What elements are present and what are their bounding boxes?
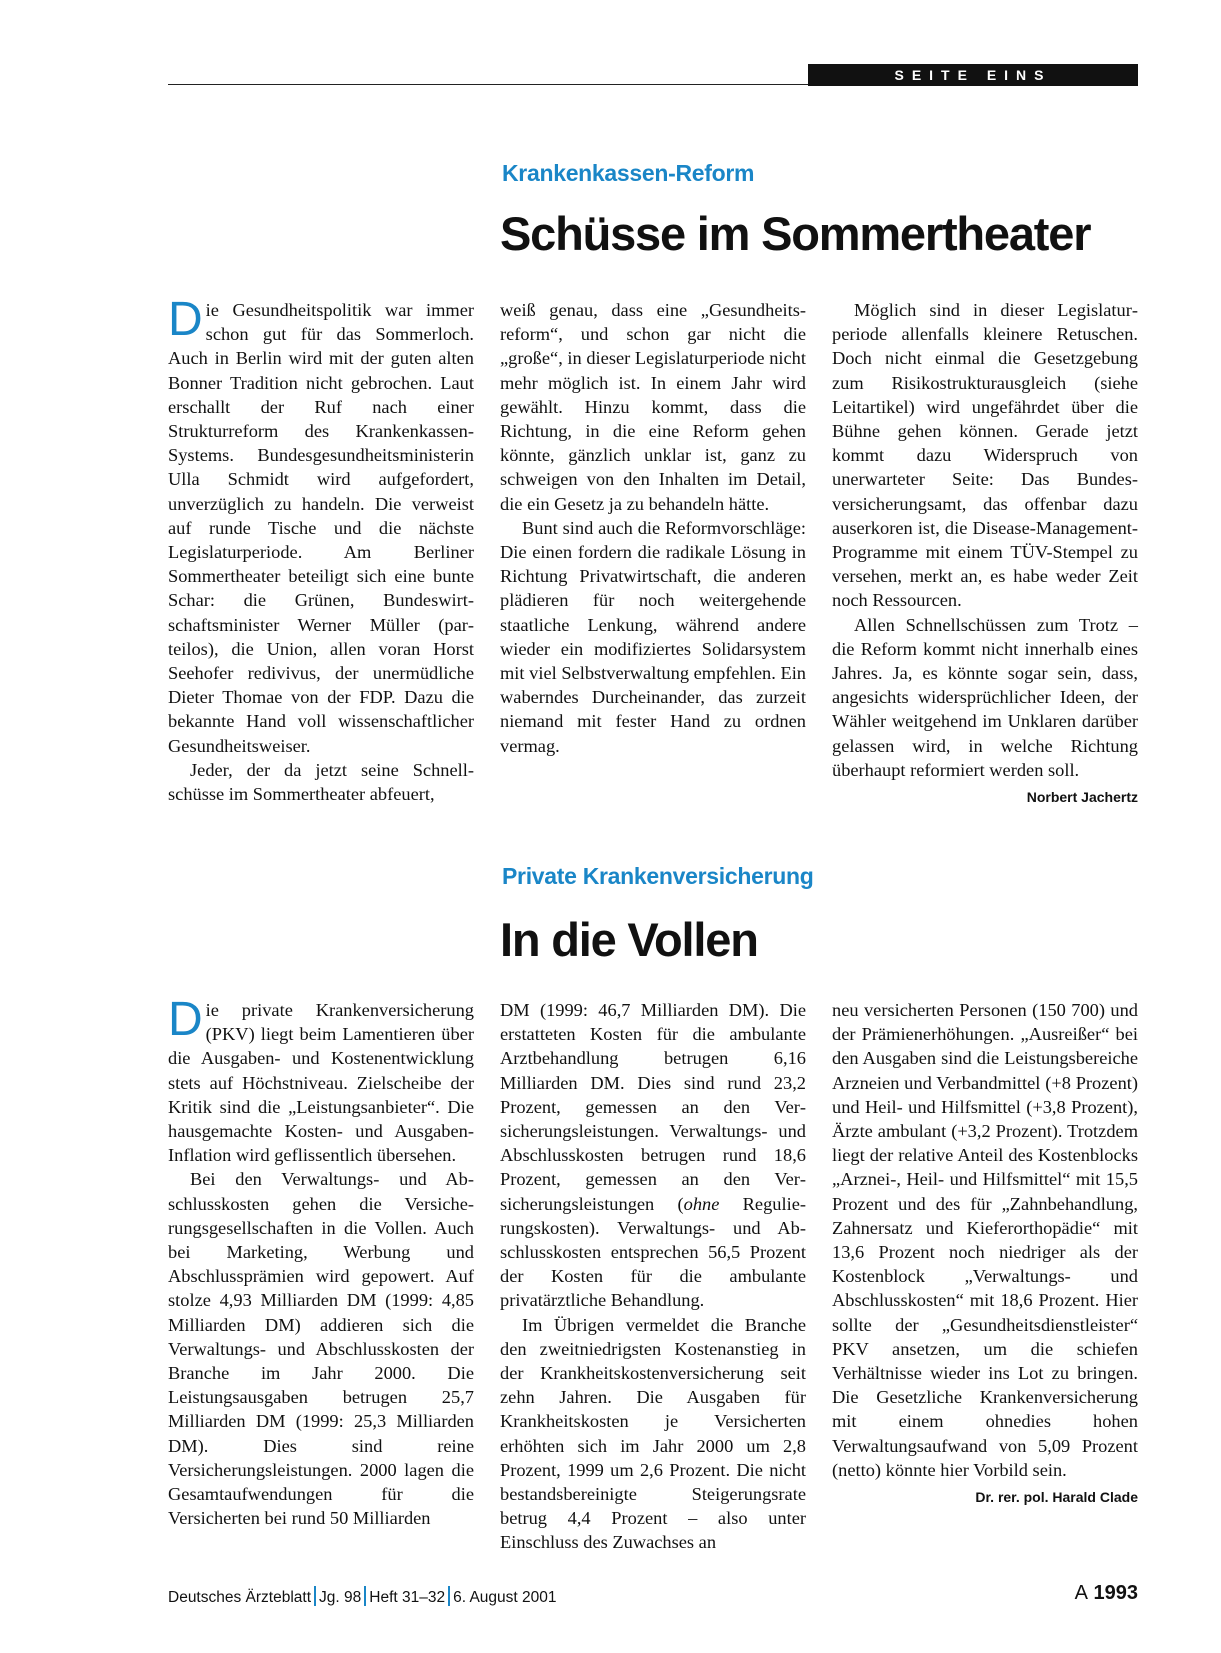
author-byline: Dr. rer. pol. Harald Clade (975, 1489, 1138, 1506)
paragraph-text: Allen Schnellschüssen zum Trotz – die Reform kommt nicht innerhalb eines Jahres. Ja, es könnte sogar sein, dass, angesichts widersprüchlicher Ideen, der Wähler weitgehend im Unklaren darüber gelassen wird, in welche Richtung überhaupt reformiert werden soll. (832, 614, 1138, 780)
paragraph-text: DM (1999: 46,7 Milliarden DM). Die erstatteten Kosten für die ambulante Arztbehandlung betrugen 6,16 Milliarden DM. Dies sind rund 23,2 Prozent, gemessen an den Versicherungsleistungen. Verwaltungs- und Abschlusskosten betrugen rund 18,6 Prozent, gemessen an den Versicherungsleistungen ( (500, 1000, 806, 1214)
article2-paragraph (832, 998, 1138, 1506)
article1-paragraph: Möglich sind in dieser Legislaturperiode allenfalls kleinere Retuschen. Doch nicht einmal die Gesetzgebung zum Risikostrukturausgleich (siehe Leitartikel) wird ungefährdet über die Bühne gehen können. Gerade jetzt kommt dazu Widerspruch von unerwarteter Seite: Das Bundesversicherungsamt, das offenbar dazu auserkoren ist, die Disease-Management-Programme mit einem TÜV-Stempel zu versehen, merkt an, es habe weder Zeit noch Ressourcen. (832, 300, 1138, 611)
article2-paragraph: Bei den Verwaltungs- und Abschlusskosten gehen die Versicherungsgesellschaften in die Vollen. Auch bei Marketing, Werbung und Abschlussprämien wird gepowert. Auf stolze 4,93 Milliarden DM (1999: 4,85 Milliarden DM) addieren sich die Verwaltungs- und Abschlusskosten der Branche im Jahr 2000. Die Leistungsausgaben betrugen 25,7 Milliarden DM (1999: 25,3 Milliarden DM). Dies sind reine Versicherungsleistungen. 2000 lagen die Gesamtaufwendungen für die Versicherten bei rund 50 Milliarden (168, 1169, 474, 1529)
journal-date: 6. August 2001 (453, 1589, 557, 1606)
page-number-value: 1993 (1093, 1582, 1138, 1604)
footer-separator (364, 1586, 366, 1606)
paragraph-text: ie private Krankenversicherung (PKV) liegt beim Lamentieren über die Ausgaben- und Kostenentwicklung stets auf Höchstniveau. Zielscheibe der Kritik sind die „Leistungsanbieter“. Die hausgemachte Kosten- und Ausgaben-Inflation wird geflissentlich übersehen. (168, 1000, 474, 1166)
article2-paragraph: Im Übrigen vermeldet die Branche den zweitniedrigsten Kostenanstieg in der Krankheitskostenversicherung seit zehn Jahren. Die Ausgaben für Krankheitskosten je Versicherten erhöhten sich im Jahr 2000 um 2,8 Prozent, 1999 um 2,6 Prozent. Die nicht bestandsbereinigte Steigerungsrate betrug 4,4 Prozent – also unter Einschluss des Zuwachses an (500, 1314, 806, 1553)
article1-column-2 (500, 298, 806, 758)
page-prefix: A (1074, 1582, 1088, 1604)
section-tag: SEITE EINS (808, 64, 1138, 86)
article1-column-1 (168, 293, 474, 806)
article1-paragraph: Bunt sind auch die Reformvorschläge: Die einen fordern die radikale Lösung in Richtung Privatwirtschaft, die anderen plädieren für noch weitergehende staatliche Lenkung, während andere wieder ein modifiziertes Solidarsystem mit viel Selbstverwaltung empfehlen. Ein waberndes Durcheinander, das zurzeit niemand mit fester Hand zu ordnen vermag. (500, 517, 806, 756)
paragraph-text: Regulierungskosten). Verwaltungs- und Abschlusskosten entsprechen 56,5 Prozent der Kosten für die ambulante privatärztliche Behandlung. (500, 1193, 806, 1311)
footer-citation (168, 1586, 1138, 1607)
article2-paragraph (500, 998, 806, 1313)
page-footer (168, 1582, 1138, 1610)
article2-column-3 (832, 998, 1138, 1509)
article1-paragraph: weiß genau, dass eine „Gesundheitsreform“, und schon gar nicht die „große“, in dieser Legislaturperiode nicht mehr möglich ist. In einem Jahr wird gewählt. Hinzu kommt, dass die Richtung, in die eine Reform gehen könnte, gänzlich unklar ist, ganz zu schweigen von den Inhalten im Detail, die ein Gesetz ja zu behandeln hätte. (500, 300, 806, 514)
article2-column-1 (168, 993, 474, 1530)
footer-separator (314, 1586, 316, 1606)
article1-headline: Schüsse im Sommertheater (500, 207, 1091, 260)
article1-column-3 (832, 298, 1138, 809)
journal-volume: Jg. 98 (319, 1589, 362, 1606)
article2-paragraph (168, 993, 474, 1167)
author-byline: Norbert Jachertz (1026, 789, 1138, 806)
paragraph-text: neu versicherten Personen (150 700) und der Prämienerhöhungen. „Ausreißer“ bei den Ausgaben sind die Leistungsbereiche Arzneien und Verbandmittel (+8 Prozent) und Heil- und Hilfsmittel (+3,8 Prozent), Ärzte ambulant (+3,2 Prozent). Trotzdem liegt der relative Anteil des Kostenblocks „Arznei-, Heil- und Hilfsmittel“ mit 15,5 Prozent und des für „Zahnbehandlung, Zahnersatz und Kieferorthopädie“ mit 13,6 Prozent noch niedriger als der Kostenblock „Verwaltungs- und Abschlusskosten“ mit 18,6 Prozent. Hier sollte der „Gesundheitsdienstleister“ PKV ansetzen, um die schiefen Verhältnisse wieder ins Lot zu bringen. Die Gesetzliche Krankenversicherung mit einem ohnedies hohen Verwaltungsaufwand von 5,09 Prozent (netto) könnte hier Vorbild sein. (832, 1000, 1138, 1480)
paragraph-text: ie Gesundheitspolitik war immer schon gut für das Sommerloch. Auch in Berlin wird mit der guten alten Bonner Tradition nicht gebrochen. Laut erschallt der Ruf nach einer Strukturreform des Krankenkassen-Systems. Bundesgesundheitsministerin Ulla Schmidt wird aufgefordert, unverzüglich zu handeln. Die verweist auf runde Tische und die nächste Legislaturperiode. Am Berliner Sommertheater beteiligt sich eine bunte Schar: die Grünen, Bundeswirtschaftsminister Werner Müller (parteilos), die Union, allen voran Horst Seehofer redivivus, der unermüdliche Dieter Thomae von der FDP. Dazu die bekannte Hand voll wissenschaftlicher Gesundheitsweiser. (168, 300, 474, 756)
drop-cap: D (168, 293, 203, 346)
article2-kicker: Private Krankenversicherung (502, 863, 814, 889)
article1-kicker: Krankenkassen-Reform (502, 160, 755, 186)
journal-issue: Heft 31–32 (369, 1589, 446, 1606)
journal-name: Deutsches Ärzteblatt (168, 1589, 312, 1606)
article2-column-2 (500, 998, 806, 1555)
emphasis-text: ohne (683, 1193, 720, 1214)
article1-paragraph (832, 613, 1138, 806)
article2-headline: In die Vollen (500, 913, 758, 966)
article1-paragraph: Jeder, der da jetzt seine Schnellschüsse im Sommertheater abfeuert, (168, 759, 474, 805)
drop-cap: D (168, 993, 203, 1046)
footer-separator (448, 1586, 450, 1606)
article1-paragraph (168, 293, 474, 758)
page-number (1075, 1582, 1138, 1605)
